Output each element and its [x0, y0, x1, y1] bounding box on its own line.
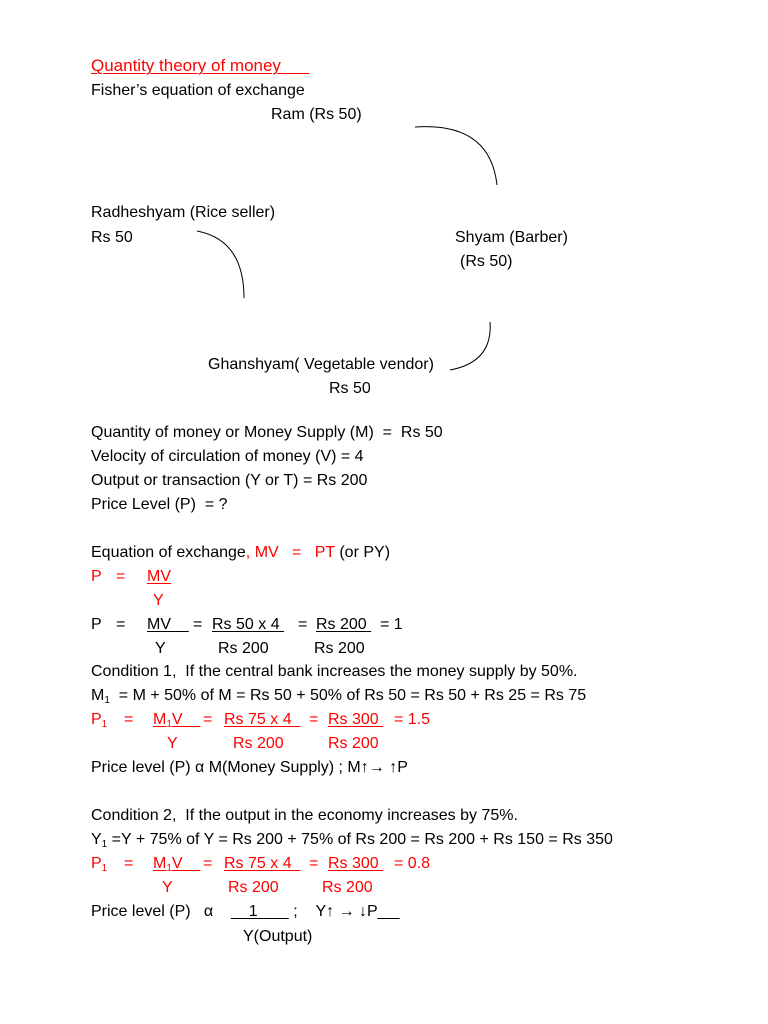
condition-2-equals: =	[124, 855, 134, 872]
condition-1-numerator: $M_1V$	[153, 711, 183, 730]
p-calc-equals-3: =	[298, 616, 308, 633]
equation-label: Equation of exchange	[91, 544, 246, 561]
arc-shyam-to-ghanshyam	[450, 322, 490, 370]
condition-2-equals-2: =	[203, 855, 213, 872]
p-calc-equals-2: =	[193, 616, 203, 633]
p-formula-denominator: Y	[153, 592, 164, 609]
diagram-node-shyam: Shyam (Barber)	[455, 229, 568, 246]
condition-2-arrow: Y↑ → ↓P	[315, 903, 378, 920]
p-calc-equals: =	[116, 616, 126, 633]
p-calc-step1-numerator: Rs 50 x 4	[212, 616, 280, 633]
diagram-node-ghanshyam-amount: Rs 50	[329, 380, 371, 397]
p-calc-denominator: Y	[155, 640, 166, 657]
condition-2-fraction-numerator: 1	[248, 903, 258, 920]
condition-1-step1-denominator: Rs 200	[233, 735, 284, 752]
arc-radheshyam-to-ghanshyam	[197, 231, 244, 298]
equation-mv: MV	[254, 544, 279, 561]
condition-2-step1-denominator: Rs 200	[228, 879, 279, 896]
condition-2-fraction-denominator: Y(Output)	[243, 928, 313, 945]
equation-py: (or PY)	[339, 544, 391, 561]
p-calc-label: P	[91, 616, 102, 633]
page-title-text: Quantity theory of money	[91, 56, 281, 75]
diagram-node-ram: Ram (Rs 50)	[271, 106, 362, 123]
condition-1-equals: =	[124, 711, 134, 728]
condition-1-denominator: Y	[167, 735, 178, 752]
condition-1-step2-numerator: Rs 300	[328, 711, 379, 728]
p-calc-result: = 1	[380, 616, 403, 633]
condition-2-relation-label: Price level (P) α	[91, 903, 214, 920]
condition-2-p1-label: $P_1$	[91, 855, 108, 874]
condition-2-relation: Price level (P) α 1 ; Y↑ → ↓P	[91, 903, 378, 920]
diagram-node-radheshyam-amount: Rs 50	[91, 229, 133, 246]
condition-1-step2-denominator: Rs 200	[328, 735, 379, 752]
condition-2-denominator: Y	[162, 879, 173, 896]
diagram-node-radheshyam: Radheshyam (Rice seller)	[91, 204, 276, 221]
equation-pt: PT	[314, 544, 335, 561]
p-calc-step1-denominator: Rs 200	[218, 640, 269, 657]
equation-equals: =	[292, 544, 302, 561]
condition-1-m1-line: $M_1 = M + 50\%$ of M = Rs 50 + 50% of Rs 50 = Rs 50 + Rs 25 = Rs 75	[91, 687, 587, 706]
diagram-node-ghanshyam: Ghanshyam( Vegetable vendor)	[208, 356, 434, 373]
condition-2-y1-line: $Y_1 =Y + 75\%$ of Y = Rs 200 + 75% of Rs 200 = Rs 200 + Rs 150 = Rs 350	[91, 831, 613, 850]
p-calc-numerator: MV	[147, 616, 171, 633]
definition-output: Output or transaction (Y or T) = Rs 200	[91, 472, 368, 489]
p-formula-label: P	[91, 568, 102, 585]
definition-price-level: Price Level (P) = ?	[91, 496, 228, 513]
diagram-node-shyam-amount: (Rs 50)	[460, 253, 513, 270]
condition-1-relation: Price level (P) α M(Money Supply) ; M↑→ ↑P	[91, 759, 408, 776]
condition-2-step1-numerator: Rs 75 x 4	[224, 855, 292, 872]
p-calc-step2-numerator: Rs 200	[316, 616, 367, 633]
arc-ram-to-shyam	[415, 127, 497, 185]
condition-2-equals-3: =	[309, 855, 319, 872]
equation-comma: ,	[245, 544, 251, 561]
condition-1-equals-3: =	[309, 711, 319, 728]
condition-1-result: = 1.5	[394, 711, 431, 728]
equation-of-exchange	[91, 543, 390, 563]
condition-1-step1-numerator: Rs 75 x 4	[224, 711, 292, 728]
condition-1-heading: Condition 1, If the central bank increases the money supply by 50%.	[91, 663, 578, 680]
p-formula-equals: =	[116, 568, 126, 585]
condition-2-step2-denominator: Rs 200	[322, 879, 373, 896]
definition-money-supply: Quantity of money or Money Supply (M) = Rs 50	[91, 424, 443, 441]
p-formula-numerator: MV	[147, 568, 171, 585]
condition-1-p1-label: $P_1$	[91, 711, 108, 730]
definition-velocity: Velocity of circulation of money (V) = 4	[91, 448, 364, 465]
condition-2-result: = 0.8	[394, 855, 431, 872]
condition-1-equals-2: =	[203, 711, 213, 728]
condition-2-numerator: $M_1V$	[153, 855, 183, 874]
p-calc-step2-denominator: Rs 200	[314, 640, 365, 657]
condition-2-heading: Condition 2, If the output in the economy increases by 75%.	[91, 807, 518, 824]
condition-2-step2-numerator: Rs 300	[328, 855, 379, 872]
page-subtitle: Fisher’s equation of exchange	[91, 82, 305, 99]
